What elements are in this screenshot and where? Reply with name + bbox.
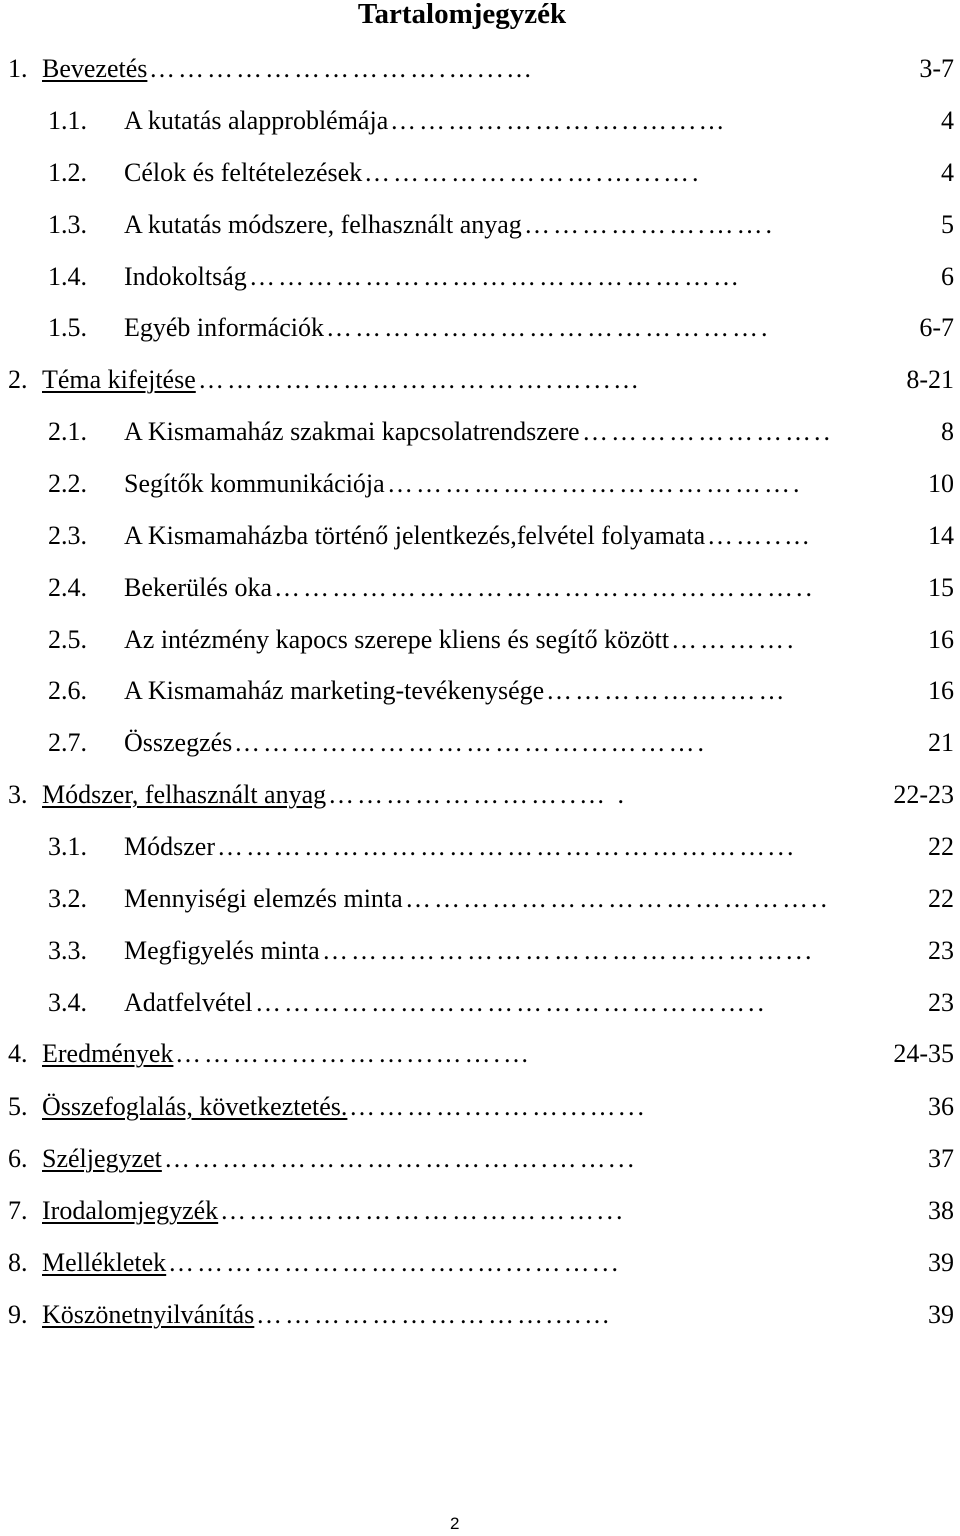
toc-dot-leader: ……………………………………. [387, 469, 803, 499]
toc-page-number: 22-23 [893, 779, 954, 809]
toc-chapter-link[interactable]: Módszer, felhasznált anyag [42, 779, 327, 809]
toc-section-entry [0, 155, 960, 207]
toc-entry-title: Indokoltság [124, 261, 247, 291]
toc-section-entry [0, 881, 960, 933]
toc-entry-number: 2. [8, 365, 28, 395]
toc-chapter-entry[interactable] [0, 1141, 960, 1193]
toc-section-entry [0, 518, 960, 570]
toc-dot-leader: …………………………………….. [405, 883, 830, 913]
toc-page-number: 8-21 [906, 365, 954, 395]
toc-page-number: 37 [928, 1143, 954, 1173]
toc-entry-title: A Kismamaházba történő jelentkezés,felvétel folyamata [124, 520, 706, 550]
toc-entry-number: 2.3. [48, 520, 87, 550]
toc-chapter-entry[interactable] [0, 1193, 960, 1245]
toc-entry-number: 9. [8, 1300, 28, 1330]
toc-entry-number: 8. [8, 1248, 28, 1278]
toc-chapter-link[interactable]: Köszönetnyilvánítás [42, 1300, 255, 1330]
toc-section-entry [0, 310, 960, 362]
toc-dot-leader: …………………………....… [256, 1300, 613, 1330]
toc-section-entry [0, 725, 960, 777]
toc-chapter-entry[interactable] [0, 1036, 960, 1088]
toc-page-number: 5 [941, 209, 954, 239]
toc-entry-number: 2.7. [48, 728, 87, 758]
toc-page-number: 6 [941, 261, 954, 291]
toc-page-number: 39 [928, 1300, 954, 1330]
toc-entry-title: A kutatás módszere, felhasznált anyag [124, 209, 522, 239]
toc-dot-leader: ……………………………………………….. [274, 572, 815, 602]
toc-entry-number: 4. [8, 1039, 28, 1069]
toc-page-number: 38 [928, 1195, 954, 1225]
toc-chapter-link[interactable]: Bevezetés [42, 54, 148, 83]
toc-dot-leader: ……………….……. [524, 209, 775, 239]
toc-section-entry [0, 933, 960, 985]
page-number: 2 [450, 1514, 460, 1533]
toc-chapter-link[interactable]: Eredmények [42, 1039, 174, 1069]
toc-chapter-link[interactable]: Irodalomjegyzék [42, 1195, 219, 1225]
toc-page-number: 16 [928, 624, 954, 654]
toc-entry-title: Egyéb információk [124, 313, 324, 343]
toc-chapter-link[interactable]: Téma kifejtése [42, 365, 196, 395]
toc-page-number: 22 [928, 832, 954, 862]
toc-dot-leader: ……………………..… . [328, 779, 627, 809]
toc-page-number: 39 [928, 1248, 954, 1278]
toc-section-entry [0, 829, 960, 881]
toc-dot-leader: ……………….…… [546, 676, 788, 706]
toc-dot-leader: …………………………………………… [249, 261, 742, 291]
toc-entry-number: 1.4. [48, 261, 87, 291]
toc-section-entry [0, 985, 960, 1037]
toc-section-entry [0, 259, 960, 311]
toc-page-number: 24-35 [893, 1039, 954, 1069]
toc-entry-title: Az intézmény kapocs szerepe kliens és segítő között [124, 624, 670, 654]
toc-entry-number: 3.2. [48, 883, 87, 913]
toc-page-number: 23 [928, 987, 954, 1017]
toc-chapter-entry[interactable] [0, 362, 960, 414]
toc-section-entry [0, 466, 960, 518]
toc-chapter-entry[interactable] [0, 51, 960, 103]
toc-page-number: 3-7 [919, 54, 954, 83]
toc-page-number: 21 [928, 728, 954, 758]
toc-section-entry [0, 622, 960, 674]
toc-dot-leader: …………………………..…...……... [168, 1248, 621, 1278]
toc-dot-leader: …………………………………………... [322, 935, 815, 965]
toc-entry-number: 1.2. [48, 157, 87, 187]
toc-entry-number: 5. [8, 1091, 28, 1121]
toc-entry-title: Megfigyelés minta [124, 935, 320, 965]
toc-section-entry [0, 570, 960, 622]
toc-entry-number: 1.5. [48, 313, 87, 343]
toc-chapter-entry[interactable] [0, 1245, 960, 1297]
toc-dot-leader: ……………………...…….… [175, 1039, 532, 1069]
toc-entry-title: Mennyiségi elemzés minta [124, 883, 403, 913]
toc-entry-title: A kutatás alapproblémája [124, 106, 389, 136]
page-title: Tartalomjegyzék [357, 0, 567, 30]
toc-dot-leader: …………………….. [582, 417, 833, 447]
toc-section-entry [0, 207, 960, 259]
toc-entry-number: 2.5. [48, 624, 87, 654]
toc-dot-leader: ………………………………...………. [234, 728, 707, 758]
toc-dot-leader: ………………………….…...… [149, 54, 535, 83]
table-of-contents [0, 51, 960, 1349]
toc-dot-leader: ……………………………….…...… [198, 365, 642, 395]
toc-page-number: 10 [928, 469, 954, 499]
toc-chapter-link[interactable]: Mellékletek [42, 1248, 167, 1278]
toc-dot-leader: …………………………………... [220, 1195, 626, 1225]
toc-entry-title: Segítők kommunikációja [124, 469, 385, 499]
toc-section-entry [0, 673, 960, 725]
toc-dot-leader: ……..… [707, 520, 813, 550]
toc-page-number: 4 [941, 157, 954, 187]
toc-entry-title: Módszer [124, 832, 215, 862]
toc-page-number: 15 [928, 572, 954, 602]
toc-entry-number: 1. [8, 54, 28, 83]
toc-entry-number: 2.1. [48, 417, 87, 447]
toc-entry-title: Adatfelvétel [124, 987, 253, 1017]
toc-entry-number: 3.3. [48, 935, 87, 965]
toc-dot-leader: …………………….…...…. [364, 157, 702, 187]
toc-entry-title: Összegzés [124, 728, 233, 758]
toc-page-number: 8 [941, 417, 954, 447]
toc-section-entry [0, 414, 960, 466]
toc-chapter-entry[interactable] [0, 1089, 960, 1141]
toc-dot-leader: …………………………………………….. [255, 987, 767, 1017]
toc-page-number: 6-7 [919, 313, 954, 343]
toc-chapter-link[interactable]: Összefoglalás, következtetés. [42, 1091, 348, 1121]
toc-entry-number: 2.2. [48, 469, 87, 499]
toc-entry-number: 3.4. [48, 987, 87, 1017]
toc-page-number: 16 [928, 676, 954, 706]
toc-chapter-entry[interactable] [0, 777, 960, 829]
toc-entry-number: 1.3. [48, 209, 87, 239]
toc-section-entry [0, 103, 960, 155]
toc-entry-title: Célok és feltételezések [124, 157, 363, 187]
toc-chapter-entry[interactable] [0, 1297, 960, 1349]
toc-entry-title: Bekerülés oka [124, 572, 273, 602]
toc-entry-title: A Kismamaház marketing-tevékenysége [124, 676, 545, 706]
toc-page-number: 4 [941, 106, 954, 136]
toc-dot-leader: …………....……...…... [349, 1091, 647, 1121]
toc-entry-number: 2.4. [48, 572, 87, 602]
toc-entry-number: 3. [8, 779, 28, 809]
toc-chapter-link[interactable]: Széljegyzet [42, 1143, 162, 1173]
toc-entry-number: 3.1. [48, 832, 87, 862]
toc-entry-number: 1.1. [48, 106, 87, 136]
toc-entry-number: 7. [8, 1195, 28, 1225]
toc-page-number: 36 [928, 1091, 954, 1121]
toc-entry-number: 2.6. [48, 676, 87, 706]
toc-dot-leader: ………………………………….……... [164, 1143, 637, 1173]
toc-dot-leader: …………. [671, 624, 797, 654]
toc-entry-number: 6. [8, 1143, 28, 1173]
toc-dot-leader: ………………………………………. [326, 313, 771, 343]
toc-dot-leader: …………………………………………………... [217, 832, 797, 862]
toc-page-number: 14 [928, 520, 954, 550]
toc-entry-title: A Kismamaház szakmai kapcsolatrendszere [124, 417, 580, 447]
toc-page-number: 22 [928, 883, 954, 913]
toc-dot-leader: ……………………..…...… [390, 106, 728, 136]
toc-page-number: 23 [928, 935, 954, 965]
